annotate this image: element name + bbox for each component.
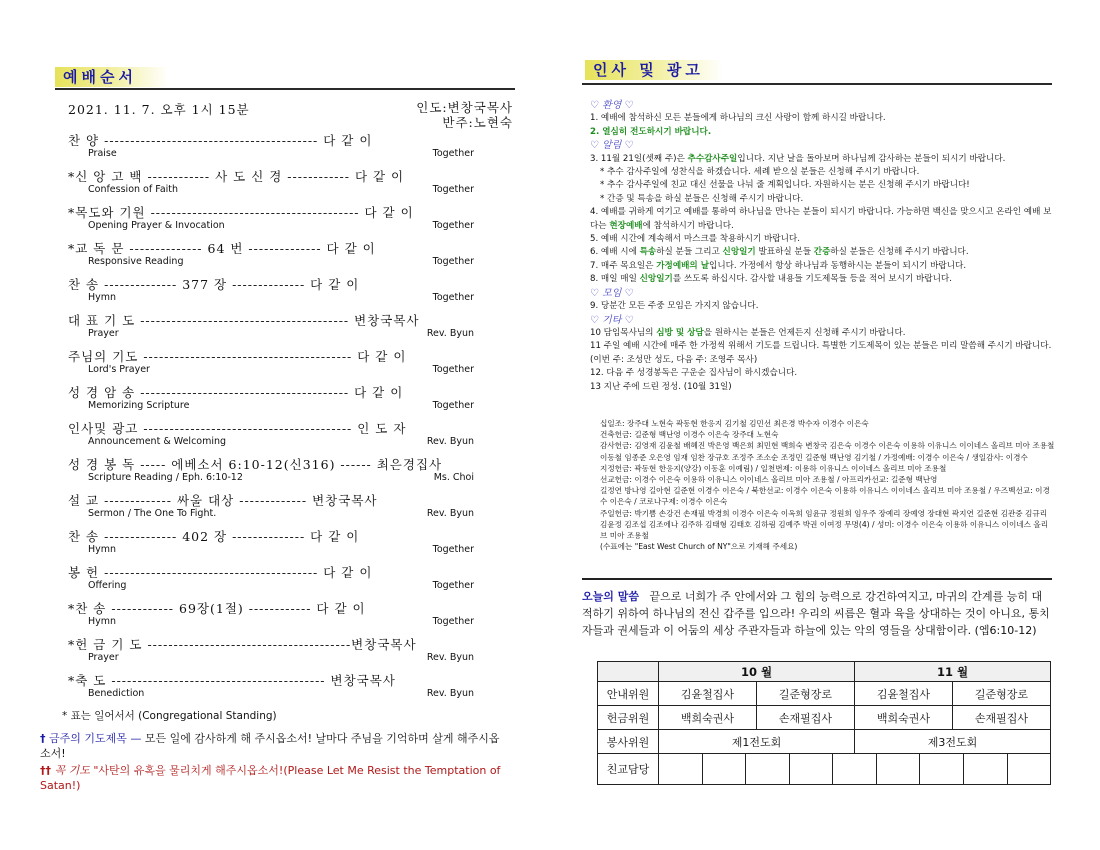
weekly-prayer-topic: † 금주의 기도제목 — 모든 일에 감사하게 해 주시옵소서! 날마다 주님을 기억하며 살게 해주시옵소서! bbox=[40, 732, 500, 760]
announcements-list: ♡ 환영 ♡ 1. 예배에 참석하신 모든 분들에게 하나님의 크신 사랑이 함께 하시길 바랍니다. 2. 열심히 전도하시기 바랍니다. ♡ 알림 ♡ 3. 11월 21일(셋째 주)은 추수감사주일입니다. 지난 날을 돌아보며 하나님께 감사하는 분들이 되시기 바랍니다. * 추수 감사주일에 성찬식을 하겠습니다. 세례 받으실 분들은 신청해 주시기 바랍니다. * 추수 감사주일에 친교 대신 선물을 나눠 줄 계획입니다. 자원하시는 분은 신청해 주시기 바랍니다! * 간증 및 특송을 하실 분들은 신청해 주시기 바랍니다. 4. 예배를 귀하게 여기고 예배를 통하여 하나님을 만나는 분들이 되시기 바랍니다. 가능하면 백신을 맞으시고 온라인 예배 보다는 현장예배에 참석하시기 바랍니다. 5. 예배 시간에 계속해서 마스크를 착용하시기 바랍니다. 6. 예배 시에 특송하실 분들 그리고 신앙일기 발표하실 분들 간증하실 분들은 신청해 주시기 바랍니다. 7. 매주 목요일은 가정예배의 날입니다. 가정에서 항상 하나님과 동행하시는 분들이 되시기 바랍니다. 8. 매일 매일 신앙일기를 쓰도록 하십시다. 감사할 내용들 기도제목들 등을 적어 보시기 바랍니다. ♡ 모임 ♡ 9. 당분간 모든 주중 모임은 가지지 않습니다. ♡ 기타 ♡ 10 담임목사님의 심방 및 상담을 원하시는 분들은 언제든지 신청해 주시기 바랍니다. 11 주일 예배 시간에 매주 한 가정씩 위해서 기도를 드립니다. 특별한 기도제목이 있는 분들은 미리 말씀해 주시기 바랍니다. (이번 주: 조성만 성도, 다음 주: 조영주 목사) 12. 다음 주 성경봉독은 구운순 집사님이 하시겠습니다. 13 지난 주에 드린 정성. (10월 31일) bbox=[590, 99, 1055, 394]
order-item: 찬 양 ----------------------------------------- 다 같 이 Praise Together bbox=[68, 133, 474, 159]
verse-text: 끝으로 너희가 주 안에서와 그 힘의 능력으로 강건하여지고, 마귀의 간계를 능히 대적하기 위하여 하나님의 전신 갑주를 입으라! 우리의 씨름은 혈과 육을 상대하는 것이 아니요, 통치자들과 권세들과 이 어둠의 세상 주관자들과 하늘에 있는 악의 영들을 상대함이라. (엡6:10-12) bbox=[582, 590, 1050, 637]
order-item: 찬 송 -------------- 402 장 -------------- 다 같 이 Hymn Together bbox=[68, 529, 474, 555]
service-leader: 인도:변창국목사 bbox=[416, 100, 513, 115]
month-nov: 11 월 bbox=[855, 662, 1051, 682]
todays-verse bbox=[582, 588, 1052, 639]
section-notice: ♡ 알림 ♡ bbox=[590, 140, 634, 152]
section-welcome: ♡ 환영 ♡ bbox=[590, 100, 634, 111]
service-pianist: 반주:노현숙 bbox=[442, 115, 513, 130]
order-item: 주님의 기도 ---------------------------------------- 다 같 이 Lord's Prayer Together bbox=[68, 349, 474, 375]
order-item: *축 도 ----------------------------------------- 변창국목사 Benediction Rev. Byun bbox=[68, 673, 474, 699]
order-item: 찬 송 -------------- 377 장 -------------- 다 같 이 Hymn Together bbox=[68, 277, 474, 303]
order-item: 인사및 광고 ---------------------------------------- 인 도 자 Announcement & Welcoming Rev. Byun bbox=[68, 421, 474, 447]
table-row: 봉사위원 제1전도회 제3전도회 bbox=[598, 730, 1051, 754]
header-divider bbox=[582, 83, 1052, 85]
order-item: 성 경 암 송 ---------------------------------------- 다 같 이 Memorizing Scripture Together bbox=[68, 385, 474, 411]
order-item: *찬 송 ------------ 69장(1절) ------------ 다 같 이 Hymn Together bbox=[68, 601, 474, 627]
verse-label: 오늘의 말씀 bbox=[582, 590, 639, 603]
order-item: 봉 헌 ----------------------------------------- 다 같 이 Offering Together bbox=[68, 565, 474, 591]
table-row: 헌금위원 백희숙권사 손재필집사 백희숙권사 손재필집사 bbox=[598, 706, 1051, 730]
header-divider bbox=[55, 88, 515, 90]
order-item: 대 표 기 도 ---------------------------------------- 변창국목사 Prayer Rev. Byun bbox=[68, 313, 474, 339]
order-item: *헌 금 기 도 ---------------------------------------변창국목사 Prayer Rev. Byun bbox=[68, 637, 474, 663]
order-item: 성 경 봉 독 ----- 에베소서 6:10-12(신316) ------ 최은경집사 Scripture Reading / Eph. 6:10-12 Ms. Choi bbox=[68, 457, 474, 483]
service-date: 2021. 11. 7. 오후 1시 15분 bbox=[68, 102, 250, 117]
order-item: *목도와 기원 ---------------------------------------- 다 같 이 Opening Prayer & Invocation Together bbox=[68, 205, 474, 231]
order-item: *교 독 문 -------------- 64 번 -------------- 다 같 이 Responsive Reading Together bbox=[68, 241, 474, 267]
announcements-header: 인사 및 광고 bbox=[585, 60, 723, 80]
service-date-line bbox=[68, 100, 513, 130]
order-item: 설 교 ------------- 싸울 대상 ------------- 변창국목사 Sermon / The One To Fight. Rev. Byun bbox=[68, 493, 474, 519]
month-oct: 10 월 bbox=[659, 662, 855, 682]
standing-note: * 표는 일어서서 (Congregational Standing) bbox=[62, 710, 277, 722]
table-row: 안내위원 김윤철집사 길준형장로 김윤철집사 길준형장로 bbox=[598, 682, 1051, 706]
offering-list: 십일조: 장주대 노현숙 곽동현 한응지 김기철 김민선 최은경 박수자 이경수 이은숙 건축헌금: 길준형 백난영 이경수 이은숙 장주대 노현숙 감사헌금: 김영재 김윤철 배혜진 박은영 백은희 최민현 백희숙 변창국 김은숙 이경수 이은숙 이용하 이유니스 이이네스 올리브 미아 조용철 이동철 임종준 오은영 임재 임찬 장규호 조정주 조소순 조정민 길준형 백난영 김기철 / 가정예배: 이경수 이은숙 / 생일감사: 이경수 지정헌금: 곽동현 한응지(양강) 이동훈 이예림) / 일천번제: 이용하 이유니스 이이네스 올리브 미아 조용철 선교헌금: 이경수 이은숙 이용하 이유니스 이이네스 올리브 미아 조용철 / 아프리카선교: 길준형 백난영 길정연 방나영 길아현 길준현 이경수 이은숙 / 북한선교: 이경수 이은숙 이용하 이유니스 이이네스 올리브 미아 조용철 / 우즈벡선교: 이경수 이은숙 / 코로나구제: 이경수 이은숙 주일헌금: 박기쁨 손강건 손재필 박경희 이경수 이은숙 이옥희 임윤규 정원희 임우주 장예리 장예영 장대현 곽지연 길준현 김관중 김규리 김윤정 김조섭 김조에나 김주하 김태형 김태호 김하림 김예주 박권 이여정 무명(4) / 성미: 이경수 이은숙 이용하 이유니스 이이네스 올리브 미아 조용철 (수표에는 "East West Church of NY"으로 기재해 주세요) bbox=[600, 419, 1055, 552]
order-item: *신 앙 고 백 ------------ 사 도 신 경 ------------ 다 같 이 Confession of Faith Together bbox=[68, 169, 474, 195]
worship-order-header: 예배순서 bbox=[55, 67, 168, 87]
section-etc: ♡ 기타 ♡ bbox=[590, 314, 634, 326]
must-pray-topic: †† 꼭 기도 "사탄의 유혹을 물리치게 해주시옵소서!(Please Let Me Resist the Temptation of Satan!) bbox=[40, 764, 501, 792]
duty-roster-table bbox=[597, 661, 1051, 785]
table-row: 친교담당 bbox=[598, 754, 1051, 785]
verse-divider bbox=[582, 578, 1052, 580]
section-meeting: ♡ 모임 ♡ bbox=[590, 287, 634, 299]
